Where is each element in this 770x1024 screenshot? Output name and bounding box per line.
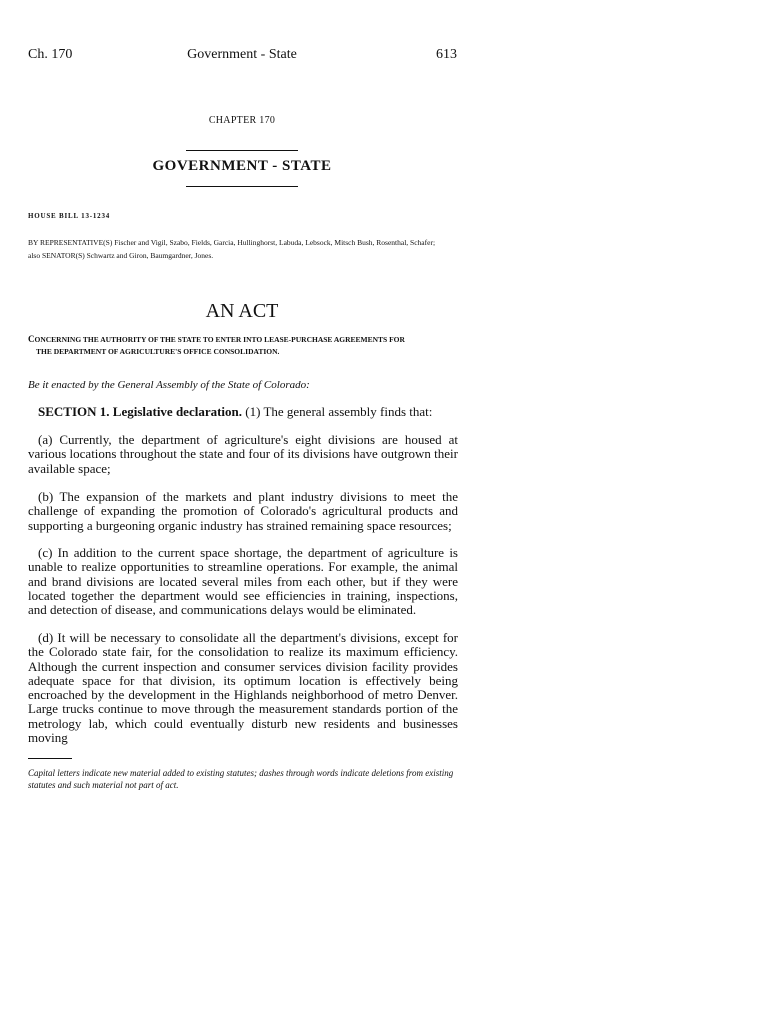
representatives: BY REPRESENTATIVE(S) Fischer and Vigil, Szabo, Fields, Garcia, Hullinghorst, Labuda, Lebsock, Mitsch Bush, Rosenthal, Schafer; — [28, 238, 436, 247]
section-label: SECTION 1. Legislative declaration. — [38, 404, 243, 419]
paragraph-c — [28, 546, 458, 617]
paragraph-a — [28, 433, 458, 476]
act-heading: AN ACT — [205, 300, 279, 322]
paragraph-c-text: (c) In addition to the current space shortage, the department of agriculture is unable to realize opportunities to streamline operations. For example, the animal and brand divisions are located several miles from each other, but if they were located together the department would see efficiencies in training, inspections, and detection of disease, and communications delays would be eliminated. — [28, 545, 458, 618]
page-number: 613 — [436, 47, 457, 62]
concerning-line-1: ONCERNING THE AUTHORITY OF THE STATE TO ENTER INTO LEASE-PURCHASE AGREEMENTS FOR — [34, 335, 405, 344]
paragraph-b — [28, 490, 458, 533]
paragraph-d-text: (d) It will be necessary to consolidate all the department's divisions, except for the Colorado state fair, for the consolidation to realize its maximum efficiency. Although the current inspection and consumer services division facility provides adequate space for that division, its optimum location is effectively being encroached by the development in the Highlands neighborhood of metro Denver. Large trucks continue to move through the measurement standards portion of the metrology lab, which could eventually disturb new residents and businesses moving — [28, 630, 458, 746]
title-rule-top — [186, 150, 298, 151]
concerning-clause — [28, 333, 460, 358]
enacting-clause: Be it enacted by the General Assembly of the State of Colorado: — [28, 379, 310, 391]
concerning-first-letter: C — [28, 334, 35, 344]
title-rule-bottom — [186, 186, 298, 187]
paragraph-b-text: (b) The expansion of the markets and plant industry divisions to meet the challenge of expanding the promotion of Colorado's agricultural products and supporting a burgeoning organic industry has strained remaining space resources; — [28, 489, 458, 533]
header-chapter: Ch. 170 — [28, 47, 73, 62]
paragraph-d — [28, 631, 458, 745]
footnote: Capital letters indicate new material added to existing statutes; dashes through words indicate deletions from existing statutes and such material not part of act. — [28, 768, 454, 790]
section-text: (1) The general assembly finds that: — [242, 404, 433, 419]
header-title: Government - State — [187, 47, 297, 62]
chapter-label: CHAPTER 170 — [208, 115, 276, 126]
paragraph-a-text: (a) Currently, the department of agriculture's eight divisions are housed at various locations throughout the state and four of its divisions have outgrown their available space; — [28, 432, 458, 476]
concerning-line-2: THE DEPARTMENT OF AGRICULTURE'S OFFICE CONSOLIDATION. — [36, 347, 280, 356]
bill-number: HOUSE BILL 13-1234 — [28, 212, 111, 220]
sponsors — [28, 236, 458, 262]
footnote-rule — [28, 758, 72, 759]
senators: also SENATOR(S) Schwartz and Giron, Baumgardner, Jones. — [28, 251, 214, 260]
section-1 — [28, 405, 458, 419]
page-title: GOVERNMENT - STATE — [152, 158, 332, 174]
